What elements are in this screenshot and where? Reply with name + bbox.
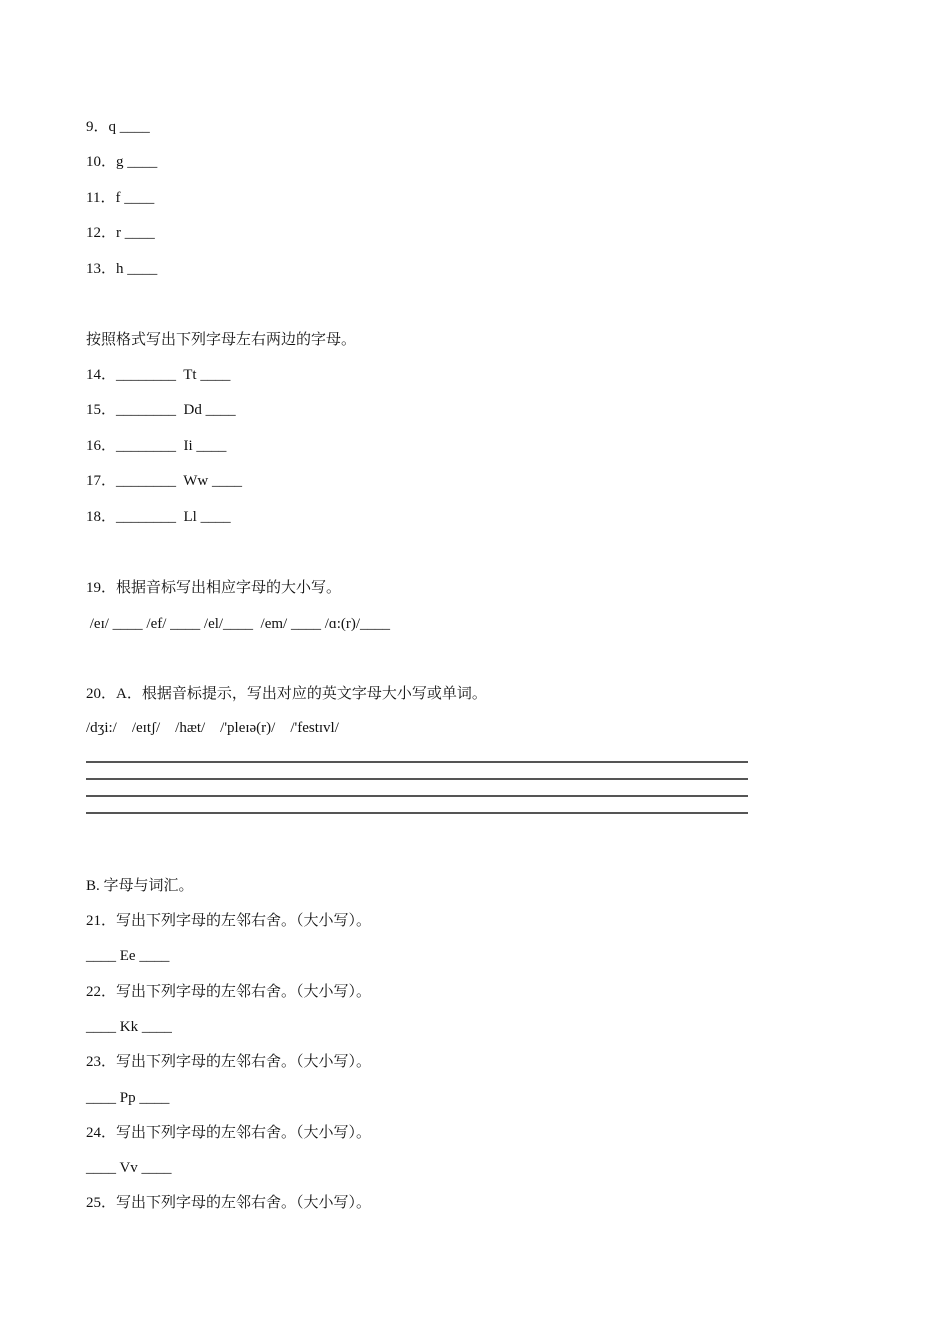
question-12 [86, 223, 155, 243]
question-text: 写出下列字母的左邻右舍。（大小写）。 [116, 1125, 372, 1141]
section-b-heading: B. 字母与词汇。 [86, 878, 194, 894]
question-15 [86, 400, 236, 420]
question-text: r ____ [116, 225, 155, 241]
question-number: 14． [86, 367, 117, 383]
question-text: 写出下列字母的左邻右舍。（大小写）。 [116, 1054, 372, 1070]
answer-line[interactable] [86, 812, 748, 814]
question-text: h ____ [116, 261, 158, 277]
question-number: 10． [86, 154, 117, 170]
question-text: ________ Ii ____ [116, 438, 227, 454]
question-number: 23． [86, 1054, 117, 1070]
question-9 [86, 117, 150, 137]
question-text: ________ Ww ____ [116, 473, 242, 489]
question-text: ________ Dd ____ [116, 402, 236, 418]
question-20 [86, 684, 487, 704]
answer-line[interactable] [86, 795, 748, 797]
question-19-phonetics: /eɪ/ ____ /ef/ ____ /el/____ /em/ ____ /ɑ:(r)/____ [86, 616, 391, 632]
question-17 [86, 471, 242, 491]
question-text: f ____ [115, 190, 155, 206]
question-number: 9． [86, 119, 109, 135]
question-13 [86, 259, 157, 279]
question-19 [86, 578, 341, 598]
question-24 [86, 1123, 371, 1143]
question-text: A．根据音标提示，写出对应的英文字母大小写或单词。 [116, 686, 487, 702]
question-number: 25． [86, 1195, 117, 1211]
question-number: 13． [86, 261, 117, 277]
question-text: ________ Ll ____ [116, 509, 231, 525]
question-22 [86, 982, 371, 1002]
question-14 [86, 365, 230, 385]
question-number: 19． [86, 580, 117, 596]
answer-line[interactable] [86, 778, 748, 780]
question-number: 24． [86, 1125, 117, 1141]
question-22-blank: ____ Kk ____ [86, 1019, 172, 1035]
question-11 [86, 188, 154, 208]
question-23 [86, 1052, 371, 1072]
question-23-blank: ____ Pp ____ [86, 1090, 170, 1106]
section-instruction: 按照格式写出下列字母左右两边的字母。 [86, 332, 357, 348]
question-number: 20． [86, 686, 117, 702]
question-text: ________ Tt ____ [116, 367, 231, 383]
question-20-phonetics: /dʒi:/ /eɪtʃ/ /hæt/ /'pleɪə(r)/ /'festɪvl/ [86, 720, 339, 736]
question-number: 21． [86, 913, 117, 929]
question-21 [86, 911, 371, 931]
question-text: 写出下列字母的左邻右舍。（大小写）。 [116, 1195, 372, 1211]
question-18 [86, 507, 231, 527]
question-text: 写出下列字母的左邻右舍。（大小写）。 [116, 984, 372, 1000]
question-10 [86, 152, 157, 172]
question-number: 11． [86, 190, 116, 206]
question-number: 12． [86, 225, 117, 241]
question-number: 16． [86, 438, 117, 454]
question-21-blank: ____ Ee ____ [86, 948, 170, 964]
question-number: 17． [86, 473, 117, 489]
question-text: 写出下列字母的左邻右舍。（大小写）。 [116, 913, 372, 929]
question-25 [86, 1193, 371, 1213]
question-text: 根据音标写出相应字母的大小写。 [116, 580, 342, 596]
question-16 [86, 436, 226, 456]
question-number: 18． [86, 509, 117, 525]
question-text: g ____ [116, 154, 158, 170]
question-24-blank: ____ Vv ____ [86, 1160, 172, 1176]
question-text: q ____ [108, 119, 150, 135]
question-number: 22． [86, 984, 117, 1000]
question-number: 15． [86, 402, 117, 418]
answer-line[interactable] [86, 761, 748, 763]
